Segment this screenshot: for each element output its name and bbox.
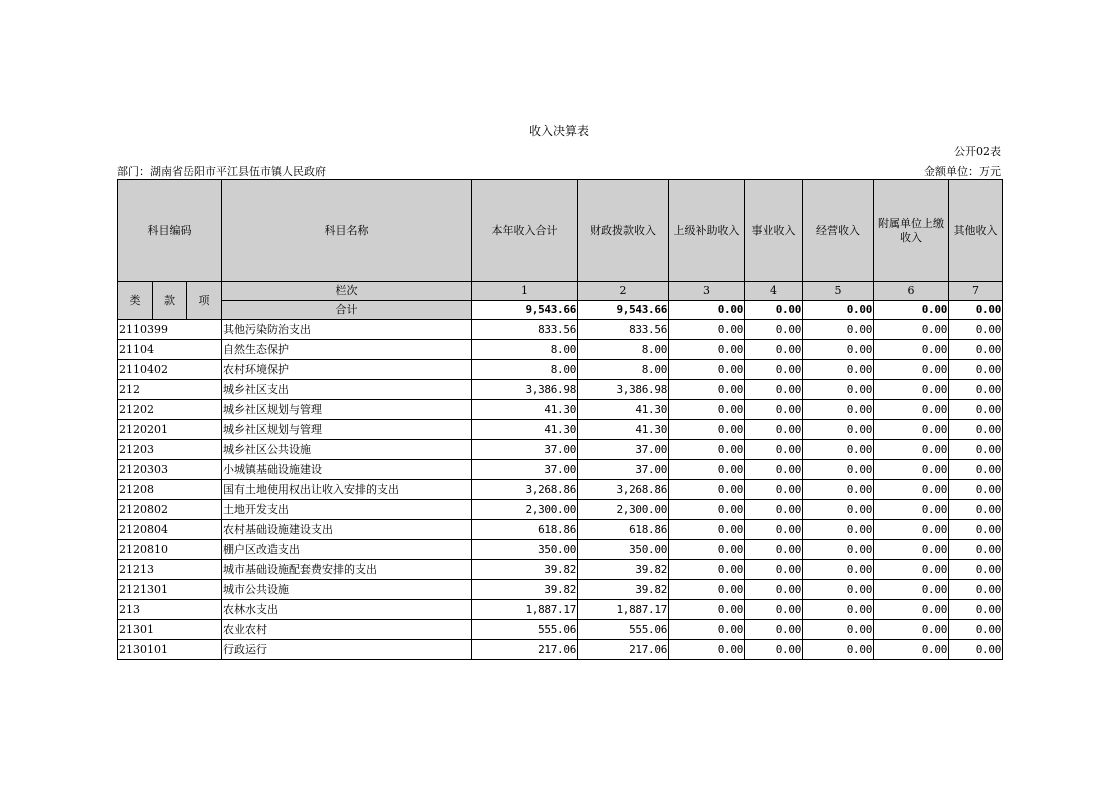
total-value: 0.00 (803, 301, 874, 320)
column-number: 6 (874, 282, 949, 301)
row-value: 8.00 (578, 360, 669, 380)
row-value: 0.00 (745, 460, 803, 480)
header-kuan: 款 (153, 282, 187, 320)
row-code: 2121301 (118, 580, 222, 600)
row-value: 0.00 (669, 380, 745, 400)
row-value: 350.00 (578, 540, 669, 560)
row-value: 0.00 (803, 540, 874, 560)
income-table (117, 179, 1003, 660)
row-value: 3,386.98 (578, 380, 669, 400)
row-value: 0.00 (803, 440, 874, 460)
row-value: 0.00 (874, 380, 949, 400)
row-value: 0.00 (745, 360, 803, 380)
row-value: 0.00 (949, 400, 1003, 420)
page-title: 收入决算表 (528, 124, 589, 138)
row-value: 0.00 (803, 420, 874, 440)
table-row (118, 360, 1003, 380)
header-business-income: 事业收入 (745, 180, 803, 282)
row-value: 37.00 (472, 440, 578, 460)
row-value: 0.00 (949, 340, 1003, 360)
row-value: 0.00 (803, 580, 874, 600)
row-name: 城市基础设施配套费安排的支出 (222, 560, 472, 580)
row-value: 0.00 (874, 440, 949, 460)
row-code: 21301 (118, 620, 222, 640)
row-value: 41.30 (472, 400, 578, 420)
header-code: 科目编码 (118, 180, 222, 282)
row-value: 618.86 (578, 520, 669, 540)
row-value: 3,386.98 (472, 380, 578, 400)
row-value: 0.00 (949, 540, 1003, 560)
row-code: 2120303 (118, 460, 222, 480)
row-value: 0.00 (803, 460, 874, 480)
row-value: 0.00 (803, 520, 874, 540)
row-code: 2120201 (118, 420, 222, 440)
row-value: 37.00 (578, 460, 669, 480)
row-value: 39.82 (578, 580, 669, 600)
header-superior-subsidy: 上级补助收入 (669, 180, 745, 282)
row-value: 0.00 (874, 620, 949, 640)
column-number: 7 (949, 282, 1003, 301)
row-value: 0.00 (874, 520, 949, 540)
row-value: 0.00 (669, 580, 745, 600)
row-name: 国有土地使用权出让收入安排的支出 (222, 480, 472, 500)
row-value: 0.00 (874, 480, 949, 500)
row-value: 0.00 (949, 640, 1003, 660)
row-code: 21202 (118, 400, 222, 420)
row-value: 0.00 (803, 360, 874, 380)
row-value: 0.00 (949, 360, 1003, 380)
header-xiang: 项 (187, 282, 222, 320)
row-name: 行政运行 (222, 640, 472, 660)
row-value: 0.00 (874, 540, 949, 560)
header-affiliated-income: 附属单位上缴收入 (874, 180, 949, 282)
row-name: 城乡社区公共设施 (222, 440, 472, 460)
row-value: 0.00 (745, 520, 803, 540)
row-name: 农村基础设施建设支出 (222, 520, 472, 540)
row-value: 350.00 (472, 540, 578, 560)
row-value: 0.00 (803, 380, 874, 400)
row-value: 41.30 (578, 400, 669, 420)
row-code: 2110399 (118, 320, 222, 340)
row-value: 0.00 (745, 380, 803, 400)
row-value: 0.00 (669, 520, 745, 540)
table-row (118, 460, 1003, 480)
row-value: 0.00 (874, 580, 949, 600)
row-value: 0.00 (949, 560, 1003, 580)
column-number: 5 (803, 282, 874, 301)
row-code: 21208 (118, 480, 222, 500)
row-value: 0.00 (745, 600, 803, 620)
row-value: 39.82 (472, 560, 578, 580)
row-value: 0.00 (803, 600, 874, 620)
row-value: 0.00 (669, 480, 745, 500)
row-name: 城乡社区规划与管理 (222, 420, 472, 440)
row-name: 其他污染防治支出 (222, 320, 472, 340)
row-value: 0.00 (745, 580, 803, 600)
table-row (118, 580, 1003, 600)
total-label: 合计 (222, 301, 472, 320)
table-row (118, 560, 1003, 580)
row-value: 41.30 (578, 420, 669, 440)
row-value: 217.06 (578, 640, 669, 660)
row-value: 0.00 (874, 400, 949, 420)
row-code: 21104 (118, 340, 222, 360)
row-name: 棚户区改造支出 (222, 540, 472, 560)
row-value: 39.82 (472, 580, 578, 600)
row-code: 21203 (118, 440, 222, 460)
row-value: 0.00 (745, 540, 803, 560)
row-value: 0.00 (669, 360, 745, 380)
row-value: 8.00 (472, 360, 578, 380)
column-number: 4 (745, 282, 803, 301)
row-name: 土地开发支出 (222, 500, 472, 520)
row-code: 2120810 (118, 540, 222, 560)
row-value: 0.00 (669, 440, 745, 460)
row-value: 3,268.86 (472, 480, 578, 500)
table-row (118, 400, 1003, 420)
row-value: 0.00 (949, 460, 1003, 480)
table-row (118, 640, 1003, 660)
row-name: 城乡社区支出 (222, 380, 472, 400)
column-number: 2 (578, 282, 669, 301)
row-value: 0.00 (803, 400, 874, 420)
table-row (118, 440, 1003, 460)
total-value: 0.00 (874, 301, 949, 320)
total-value: 9,543.66 (472, 301, 578, 320)
row-value: 0.00 (874, 340, 949, 360)
row-code: 2120804 (118, 520, 222, 540)
header-operating-income: 经营收入 (803, 180, 874, 282)
row-value: 0.00 (949, 420, 1003, 440)
row-value: 2,300.00 (472, 500, 578, 520)
row-value: 0.00 (874, 420, 949, 440)
row-value: 0.00 (745, 480, 803, 500)
row-code: 21213 (118, 560, 222, 580)
header-other-income: 其他收入 (949, 180, 1003, 282)
table-row (118, 380, 1003, 400)
table-row (118, 340, 1003, 360)
row-value: 0.00 (745, 320, 803, 340)
header-lei: 类 (118, 282, 153, 320)
table-row (118, 500, 1003, 520)
row-value: 0.00 (669, 640, 745, 660)
row-code: 2120802 (118, 500, 222, 520)
row-value: 0.00 (745, 500, 803, 520)
row-code: 212 (118, 380, 222, 400)
table-row (118, 540, 1003, 560)
row-name: 农业农村 (222, 620, 472, 640)
row-value: 0.00 (669, 460, 745, 480)
row-name: 城市公共设施 (222, 580, 472, 600)
table-row (118, 520, 1003, 540)
row-value: 0.00 (874, 640, 949, 660)
row-value: 2,300.00 (578, 500, 669, 520)
row-value: 0.00 (669, 400, 745, 420)
row-value: 0.00 (803, 320, 874, 340)
header-total-income: 本年收入合计 (472, 180, 578, 282)
row-value: 0.00 (803, 640, 874, 660)
row-value: 0.00 (745, 640, 803, 660)
header-name: 科目名称 (222, 180, 472, 282)
row-value: 1,887.17 (472, 600, 578, 620)
row-value: 0.00 (874, 460, 949, 480)
row-value: 39.82 (578, 560, 669, 580)
row-value: 0.00 (949, 580, 1003, 600)
header-fiscal-income: 财政拨款收入 (578, 180, 669, 282)
table-row (118, 420, 1003, 440)
form-number: 公开02表 (954, 145, 1001, 158)
row-value: 41.30 (472, 420, 578, 440)
row-value: 0.00 (949, 380, 1003, 400)
row-value: 0.00 (949, 620, 1003, 640)
row-value: 0.00 (745, 560, 803, 580)
row-value: 0.00 (949, 440, 1003, 460)
row-value: 0.00 (949, 500, 1003, 520)
row-name: 农村环境保护 (222, 360, 472, 380)
row-value: 1,887.17 (578, 600, 669, 620)
row-value: 0.00 (874, 360, 949, 380)
row-value: 555.06 (472, 620, 578, 640)
table-row (118, 600, 1003, 620)
row-value: 37.00 (578, 440, 669, 460)
column-number: 3 (669, 282, 745, 301)
row-value: 0.00 (803, 500, 874, 520)
row-value: 555.06 (578, 620, 669, 640)
row-value: 0.00 (669, 620, 745, 640)
table-row (118, 480, 1003, 500)
row-value: 0.00 (803, 480, 874, 500)
table-row (118, 320, 1003, 340)
row-value: 0.00 (669, 560, 745, 580)
row-value: 0.00 (745, 440, 803, 460)
row-code: 2130101 (118, 640, 222, 660)
row-value: 0.00 (874, 320, 949, 340)
row-value: 0.00 (949, 480, 1003, 500)
header-row-label: 栏次 (222, 282, 472, 301)
department-label: 部门：湖南省岳阳市平江县伍市镇人民政府 (117, 165, 326, 178)
row-value: 0.00 (803, 340, 874, 360)
total-value: 0.00 (669, 301, 745, 320)
row-value: 217.06 (472, 640, 578, 660)
total-value: 9,543.66 (578, 301, 669, 320)
row-value: 3,268.86 (578, 480, 669, 500)
table-row (118, 620, 1003, 640)
row-value: 8.00 (578, 340, 669, 360)
row-value: 0.00 (874, 500, 949, 520)
row-value: 0.00 (874, 600, 949, 620)
row-name: 自然生态保护 (222, 340, 472, 360)
row-value: 0.00 (745, 400, 803, 420)
row-code: 2110402 (118, 360, 222, 380)
column-number: 1 (472, 282, 578, 301)
row-value: 833.56 (472, 320, 578, 340)
row-name: 城乡社区规划与管理 (222, 400, 472, 420)
row-value: 833.56 (578, 320, 669, 340)
row-value: 0.00 (669, 500, 745, 520)
row-value: 0.00 (669, 600, 745, 620)
row-name: 小城镇基础设施建设 (222, 460, 472, 480)
row-value: 8.00 (472, 340, 578, 360)
total-value: 0.00 (745, 301, 803, 320)
total-value: 0.00 (949, 301, 1003, 320)
row-value: 0.00 (669, 340, 745, 360)
row-value: 0.00 (949, 600, 1003, 620)
row-value: 0.00 (669, 540, 745, 560)
row-value: 0.00 (745, 420, 803, 440)
row-value: 0.00 (803, 620, 874, 640)
row-value: 0.00 (949, 320, 1003, 340)
row-value: 0.00 (745, 340, 803, 360)
row-value: 0.00 (803, 560, 874, 580)
row-name: 农林水支出 (222, 600, 472, 620)
row-value: 0.00 (949, 520, 1003, 540)
amount-unit-label: 金额单位：万元 (924, 165, 1001, 178)
row-value: 37.00 (472, 460, 578, 480)
row-value: 618.86 (472, 520, 578, 540)
row-code: 213 (118, 600, 222, 620)
row-value: 0.00 (874, 560, 949, 580)
row-value: 0.00 (745, 620, 803, 640)
row-value: 0.00 (669, 420, 745, 440)
row-value: 0.00 (669, 320, 745, 340)
